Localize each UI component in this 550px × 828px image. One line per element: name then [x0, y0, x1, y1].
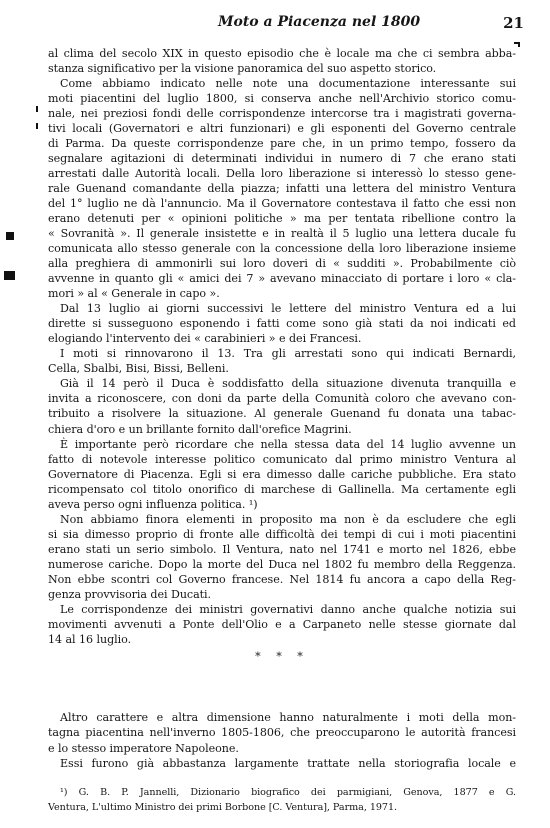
text-line: 14 al 16 luglio.: [48, 632, 132, 646]
text-line: tribuito a risolvere la situazione. Al generale Guenand fu donata una tabac-: [48, 407, 516, 421]
text-line: aveva perso ogni influenza politica. ¹): [48, 497, 258, 511]
text-line: Altro carattere e altra dimensione hanno naturalmente i moti della mon-: [60, 711, 516, 724]
text-line: arrestati dalle Autorità locali. Della loro liberazione si interessò lo stesso gene-: [48, 167, 516, 181]
text-line: movimenti avvenuti a Ponte dell'Olio e a Carpaneto nelle stesse giornate dal: [48, 617, 516, 631]
text-line: chiera d'oro e un brillante fornito dall'orefice Magrini.: [48, 422, 352, 436]
text-line: « Sovranità ». Il generale insistette e in realtà il 5 luglio una lettera ducale fu: [48, 227, 516, 241]
text-line: Come abbiamo indicato nelle note una documentazione interessante sui: [60, 77, 516, 91]
text-line: Già il 14 però il Duca è soddisfatto della situazione divenuta tranquilla e: [60, 377, 516, 391]
text-line: e lo stesso imperatore Napoleone.: [48, 741, 239, 755]
text-line: avvenne in quanto gli « amici dei 7 » avevano minacciato di portare i loro « cla-: [48, 272, 516, 286]
text-line: elogiando l'intervento dei « carabinieri » e dei Francesi.: [48, 332, 362, 346]
section-separator: * * *: [255, 650, 309, 663]
text-line: Essi furono già abbastanza largamente trattate nella storiografia locale e: [60, 756, 516, 770]
margin-mark: [36, 106, 38, 112]
page-header: [28, 14, 524, 34]
margin-mark: [518, 42, 520, 47]
text-line: Non abbiamo finora elementi in proposito ma non è da escludere che egli: [60, 512, 516, 526]
text-line: rale Guenand comandante della piazza; infatti una lettera del ministro Ventura: [48, 182, 516, 196]
text-line: del 1° luglio ne dà l'annuncio. Ma il Governatore contestava il fatto che essi non: [48, 197, 516, 211]
text-line: Ventura, L'ultimo Ministro dei primi Borbone [C. Ventura], Parma, 1971.: [48, 802, 398, 813]
text-line: ricompensato col titolo onorifico di marchese di Gallinella. Ma certamente egli: [48, 482, 516, 496]
text-line: Governatore di Piacenza. Egli si era dimesso dalle cariche pubbliche. Era stato: [48, 467, 516, 481]
text-line: numerose cariche. Dopo la morte del Duca nel 1802 fu membro della Reggenza.: [48, 557, 516, 571]
text-line: di Parma. Da queste corrispondenze pare che, in un primo tempo, fossero da: [48, 137, 516, 151]
text-line: Non ebbe scontri col Governo francese. Nel 1814 fu ancora a capo della Reg-: [48, 572, 516, 586]
margin-mark: [36, 123, 38, 129]
text-line: erano detenuti per « opinioni politiche » ma per tentata ribellione contro la: [48, 212, 516, 226]
margin-mark: [6, 232, 14, 240]
text-line: al clima del secolo XIX in questo episodio che è locale ma che ci sembra abba-: [48, 47, 516, 60]
page-number: 21: [503, 14, 524, 32]
margin-mark: [4, 271, 15, 280]
text-line: fatto di notevole interesse politico comunicato dal primo ministro Ventura al: [48, 452, 516, 466]
text-line: si sia dimesso proprio di fronte alle difficoltà dei tempi di cui i moti piacentini: [48, 527, 516, 541]
text-line: comunicata allo stesso generale con la concessione della loro liberazione insieme: [48, 242, 516, 256]
text-line: stanza significativo per la visione panoramica del suo aspetto storico.: [48, 62, 437, 76]
text-line: tivi locali (Governatori e altri funzionari) e gli esponenti del Governo centrale: [48, 122, 516, 136]
text-line: dirette si susseguono esponendo i fatti come sono già stati da noi indicati ed: [48, 317, 516, 331]
text-line: tagna piacentina nell'inverno 1805-1806, che preoccuparono le autorità francesi: [48, 726, 516, 740]
text-line: È importante però ricordare che nella stessa data del 14 luglio avvenne un: [60, 437, 516, 451]
text-line: I moti si rinnovarono il 13. Tra gli arrestati sono qui indicati Bernardi,: [60, 347, 516, 361]
text-line: genza provvisoria dei Ducati.: [48, 587, 212, 601]
text-line: alla preghiera di ammonirli sui loro doveri di « sudditi ». Probabilmente ciò: [48, 257, 516, 271]
text-line: Dal 13 luglio ai giorni successivi le lettere del ministro Ventura ed a lui: [60, 302, 516, 316]
text-line: moti piacentini del luglio 1800, si conserva anche nell'Archivio storico comu-: [48, 92, 516, 106]
text-line: erano stati un serio simbolo. Il Ventura, nato nel 1741 e morto nel 1826, ebbe: [48, 542, 516, 556]
text-line: ¹) G. B. P. Jannelli, Dizionario biografico dei parmigiani, Genova, 1877 e G.: [60, 787, 516, 798]
text-line: Cella, Sbalbi, Bisi, Bissi, Belleni.: [48, 362, 229, 376]
text-line: mori » al « Generale in capo ».: [48, 287, 220, 301]
text-line: Le corrispondenze dei ministri governativi danno anche qualche notizia sui: [60, 602, 516, 616]
running-title: Moto a Piacenza nel 1800: [218, 14, 421, 30]
text-line: invita a riconoscere, con doni da parte della Comunità coloro che avevano con-: [48, 392, 516, 406]
text-line: segnalare agitazioni di determinati individui in numero di 7 che erano stati: [48, 152, 516, 166]
text-line: nale, nei preziosi fondi delle corrispondenze intercorse tra i magistrati governa-: [48, 107, 516, 121]
